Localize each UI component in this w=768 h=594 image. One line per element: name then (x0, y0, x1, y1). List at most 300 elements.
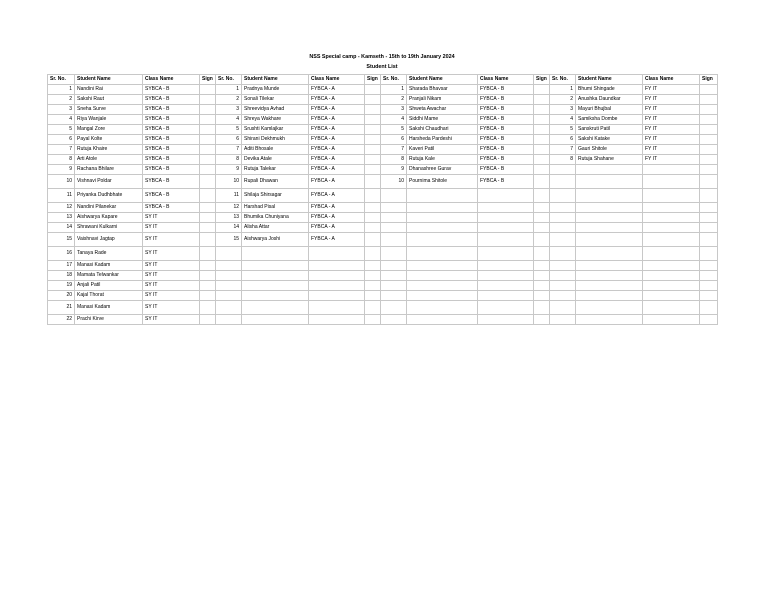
cell-sign[interactable] (200, 95, 216, 105)
cell-sign[interactable] (365, 95, 381, 105)
cell-sign[interactable] (534, 175, 550, 189)
cell-class-name: FYBCA - A (309, 155, 365, 165)
cell-class-name: FYBCA - B (478, 175, 534, 189)
cell-sign[interactable] (700, 247, 718, 261)
cell-sr-no (381, 233, 407, 247)
cell-student-name: Shilaja Shirsagar (242, 189, 309, 203)
cell-sign[interactable] (534, 95, 550, 105)
cell-class-name (478, 247, 534, 261)
table-row (48, 281, 718, 291)
cell-student-name: Nandini Rai (75, 85, 143, 95)
cell-sign[interactable] (200, 175, 216, 189)
table-row (48, 95, 718, 105)
cell-student-name: Priyanka Dudhbhate (75, 189, 143, 203)
cell-sign[interactable] (365, 135, 381, 145)
cell-sr-no (381, 213, 407, 223)
cell-sign[interactable] (365, 189, 381, 203)
cell-class-name: SYBCA - B (143, 175, 200, 189)
cell-sign[interactable] (534, 115, 550, 125)
cell-class-name (309, 301, 365, 315)
cell-sign[interactable] (200, 271, 216, 281)
header-sr-no-1: Sr. No. (48, 75, 75, 85)
cell-sign[interactable] (534, 125, 550, 135)
cell-sr-no: 3 (550, 105, 576, 115)
cell-class-name (478, 315, 534, 325)
cell-student-name: Aditi Bhosale (242, 145, 309, 155)
cell-sign[interactable] (534, 155, 550, 165)
cell-sr-no: 4 (216, 115, 242, 125)
cell-student-name (407, 291, 478, 301)
cell-student-name (576, 261, 643, 271)
header-student-name-3: Student Name (407, 75, 478, 85)
cell-sign[interactable] (534, 135, 550, 145)
cell-class-name: FY IT (643, 155, 700, 165)
cell-sign[interactable] (700, 315, 718, 325)
cell-sign[interactable] (700, 271, 718, 281)
cell-sr-no: 3 (216, 105, 242, 115)
cell-class-name: SYBCA - B (143, 165, 200, 175)
header-sign-2: Sign (365, 75, 381, 85)
cell-sr-no (381, 203, 407, 213)
cell-sr-no: 4 (550, 115, 576, 125)
cell-sign[interactable] (700, 233, 718, 247)
table-row (48, 203, 718, 213)
table-row (48, 125, 718, 135)
cell-class-name: FYBCA - B (478, 115, 534, 125)
cell-sr-no: 3 (48, 105, 75, 115)
cell-class-name: FYBCA - A (309, 95, 365, 105)
cell-sr-no (216, 301, 242, 315)
cell-sign[interactable] (365, 271, 381, 281)
cell-sign[interactable] (365, 203, 381, 213)
cell-sr-no: 6 (216, 135, 242, 145)
header-student-name-4: Student Name (576, 75, 643, 85)
cell-student-name: Mangal Zore (75, 125, 143, 135)
cell-sign[interactable] (700, 95, 718, 105)
cell-class-name: FYBCA - B (478, 85, 534, 95)
cell-sr-no (381, 261, 407, 271)
cell-sr-no (216, 315, 242, 325)
cell-sr-no: 20 (48, 291, 75, 301)
cell-sign[interactable] (534, 189, 550, 203)
cell-sr-no (216, 281, 242, 291)
cell-student-name: Sanskruti Patil (576, 125, 643, 135)
cell-class-name (643, 271, 700, 281)
spreadsheet (47, 52, 717, 345)
cell-student-name (407, 233, 478, 247)
header-student-name-1: Student Name (75, 75, 143, 85)
table-row (48, 223, 718, 233)
cell-sign[interactable] (534, 261, 550, 271)
cell-class-name: FYBCA - B (478, 165, 534, 175)
cell-sr-no: 5 (48, 125, 75, 135)
cell-class-name: SY IT (143, 315, 200, 325)
cell-class-name (478, 271, 534, 281)
cell-student-name: Rachana Bhilare (75, 165, 143, 175)
cell-class-name: FYBCA - B (478, 95, 534, 105)
cell-sign[interactable] (700, 155, 718, 165)
cell-student-name: Sonali Tilekar (242, 95, 309, 105)
cell-class-name: FY IT (643, 145, 700, 155)
cell-student-name (576, 301, 643, 315)
cell-sr-no: 14 (216, 223, 242, 233)
cell-class-name: SYBCA - B (143, 203, 200, 213)
cell-student-name (576, 175, 643, 189)
cell-sign[interactable] (365, 301, 381, 315)
cell-sr-no: 2 (550, 95, 576, 105)
cell-class-name: SYBCA - B (143, 135, 200, 145)
cell-class-name: FYBCA - A (309, 135, 365, 145)
table-row (48, 115, 718, 125)
cell-sign[interactable] (200, 105, 216, 115)
cell-sr-no: 5 (216, 125, 242, 135)
cell-sign[interactable] (700, 175, 718, 189)
cell-student-name (242, 291, 309, 301)
cell-sign[interactable] (365, 165, 381, 175)
cell-sign[interactable] (700, 135, 718, 145)
cell-sign[interactable] (700, 189, 718, 203)
table-row (48, 85, 718, 95)
cell-class-name (309, 281, 365, 291)
cell-student-name: Shreya Wakhare (242, 115, 309, 125)
cell-class-name: SYBCA - B (143, 95, 200, 105)
cell-sign[interactable] (365, 213, 381, 223)
cell-class-name: SY IT (143, 223, 200, 233)
cell-student-name: Alisha Attar (242, 223, 309, 233)
cell-sr-no (216, 291, 242, 301)
cell-student-name (242, 261, 309, 271)
cell-sr-no: 2 (381, 95, 407, 105)
cell-class-name (309, 315, 365, 325)
cell-sign[interactable] (365, 115, 381, 125)
cell-student-name: Prachi Kirve (75, 315, 143, 325)
table-row (48, 105, 718, 115)
cell-sign[interactable] (534, 291, 550, 301)
cell-student-name (576, 291, 643, 301)
cell-student-name: Harshad Pisal (242, 203, 309, 213)
cell-sign[interactable] (365, 223, 381, 233)
cell-class-name (309, 271, 365, 281)
cell-sr-no: 11 (48, 189, 75, 203)
cell-sign[interactable] (534, 165, 550, 175)
table-row (48, 271, 718, 281)
cell-student-name (407, 315, 478, 325)
cell-sign[interactable] (534, 301, 550, 315)
cell-class-name: SYBCA - B (143, 85, 200, 95)
cell-sign[interactable] (200, 203, 216, 213)
cell-sign[interactable] (200, 145, 216, 155)
cell-class-name: SY IT (143, 281, 200, 291)
cell-sign[interactable] (200, 315, 216, 325)
cell-student-name: Devika Atale (242, 155, 309, 165)
table-row (48, 175, 718, 189)
cell-sr-no: 6 (48, 135, 75, 145)
cell-sign[interactable] (365, 261, 381, 271)
cell-class-name: SYBCA - B (143, 145, 200, 155)
cell-sr-no (550, 291, 576, 301)
cell-sr-no: 19 (48, 281, 75, 291)
cell-sign[interactable] (200, 125, 216, 135)
cell-student-name: Rutuja Talekar (242, 165, 309, 175)
cell-sr-no (550, 261, 576, 271)
cell-sr-no: 9 (381, 165, 407, 175)
cell-sign[interactable] (365, 315, 381, 325)
cell-sign[interactable] (700, 301, 718, 315)
cell-sr-no (381, 271, 407, 281)
sheet-title: NSS Special camp - Kamseth - 15th to 19th January 2024 (309, 54, 455, 60)
cell-student-name (242, 301, 309, 315)
cell-class-name (643, 189, 700, 203)
cell-sign[interactable] (365, 281, 381, 291)
cell-sign[interactable] (534, 233, 550, 247)
cell-student-name (407, 271, 478, 281)
cell-class-name: FY IT (643, 125, 700, 135)
cell-class-name: FYBCA - A (309, 233, 365, 247)
cell-sign[interactable] (365, 291, 381, 301)
header-sr-no-3: Sr. No. (381, 75, 407, 85)
cell-sign[interactable] (534, 203, 550, 213)
cell-sr-no: 9 (48, 165, 75, 175)
cell-sign[interactable] (200, 281, 216, 291)
cell-student-name: Riya Wanjale (75, 115, 143, 125)
cell-class-name: FYBCA - B (478, 125, 534, 135)
cell-sr-no (381, 315, 407, 325)
cell-sr-no: 7 (48, 145, 75, 155)
cell-sign[interactable] (534, 105, 550, 115)
cell-class-name: FYBCA - A (309, 213, 365, 223)
cell-class-name: FYBCA - A (309, 145, 365, 155)
cell-class-name (478, 281, 534, 291)
cell-student-name: Manasi Kadam (75, 261, 143, 271)
cell-class-name (643, 261, 700, 271)
cell-sign[interactable] (365, 105, 381, 115)
cell-student-name (407, 301, 478, 315)
cell-sr-no: 17 (48, 261, 75, 271)
cell-sign[interactable] (700, 115, 718, 125)
cell-class-name (643, 291, 700, 301)
cell-class-name (478, 261, 534, 271)
cell-sr-no: 12 (48, 203, 75, 213)
header-sr-no-4: Sr. No. (550, 75, 576, 85)
cell-student-name (576, 247, 643, 261)
cell-sr-no: 5 (550, 125, 576, 135)
cell-class-name: FYBCA - A (309, 85, 365, 95)
cell-sr-no: 1 (216, 85, 242, 95)
cell-student-name: Nandini Pilanekar (75, 203, 143, 213)
cell-sr-no (381, 247, 407, 261)
cell-class-name (478, 203, 534, 213)
cell-sign[interactable] (365, 85, 381, 95)
cell-sr-no: 7 (216, 145, 242, 155)
cell-sign[interactable] (700, 85, 718, 95)
cell-student-name: Payal Kolte (75, 135, 143, 145)
cell-sr-no: 15 (48, 233, 75, 247)
cell-student-name: Bhumika Chuniyana (242, 213, 309, 223)
cell-sign[interactable] (365, 247, 381, 261)
cell-sr-no: 3 (381, 105, 407, 115)
cell-sr-no (550, 247, 576, 261)
cell-class-name: FYBCA - A (309, 115, 365, 125)
cell-sr-no (216, 247, 242, 261)
cell-sign[interactable] (700, 291, 718, 301)
cell-sr-no: 22 (48, 315, 75, 325)
cell-sr-no (550, 213, 576, 223)
cell-sign[interactable] (534, 223, 550, 233)
cell-sr-no: 5 (381, 125, 407, 135)
cell-sr-no (381, 281, 407, 291)
cell-class-name: FYBCA - A (309, 105, 365, 115)
cell-sign[interactable] (200, 301, 216, 315)
cell-sign[interactable] (200, 115, 216, 125)
cell-student-name: Aishwarya Kapare (75, 213, 143, 223)
cell-sign[interactable] (700, 203, 718, 213)
cell-sign[interactable] (200, 165, 216, 175)
cell-class-name: FYBCA - A (309, 223, 365, 233)
cell-sr-no: 13 (48, 213, 75, 223)
cell-student-name: Mayuri Bhujbal (576, 105, 643, 115)
cell-sign[interactable] (534, 213, 550, 223)
cell-student-name (407, 281, 478, 291)
cell-student-name (242, 281, 309, 291)
cell-student-name: Rupali Dhawan (242, 175, 309, 189)
cell-student-name (576, 189, 643, 203)
cell-student-name (576, 233, 643, 247)
cell-student-name: Samiksha Dombe (576, 115, 643, 125)
cell-sign[interactable] (365, 145, 381, 155)
cell-sr-no (216, 271, 242, 281)
cell-class-name (643, 203, 700, 213)
cell-sign[interactable] (200, 233, 216, 247)
cell-sr-no: 1 (550, 85, 576, 95)
cell-class-name (643, 213, 700, 223)
cell-class-name: FY IT (643, 115, 700, 125)
cell-sr-no (550, 281, 576, 291)
cell-class-name (478, 233, 534, 247)
cell-sign[interactable] (200, 213, 216, 223)
cell-class-name: SYBCA - B (143, 105, 200, 115)
cell-sign[interactable] (700, 105, 718, 115)
cell-student-name (576, 203, 643, 213)
cell-student-name: Siddhi Mame (407, 115, 478, 125)
cell-student-name: Sharada Bhavsar (407, 85, 478, 95)
cell-class-name: FY IT (643, 105, 700, 115)
cell-sign[interactable] (534, 315, 550, 325)
cell-sign[interactable] (200, 155, 216, 165)
cell-class-name: FYBCA - B (478, 145, 534, 155)
cell-sign[interactable] (700, 223, 718, 233)
cell-sign[interactable] (200, 189, 216, 203)
cell-student-name: Gauri Shitole (576, 145, 643, 155)
cell-sr-no: 10 (48, 175, 75, 189)
table-row (48, 291, 718, 301)
cell-sr-no: 13 (216, 213, 242, 223)
cell-sign[interactable] (700, 125, 718, 135)
cell-sr-no: 10 (216, 175, 242, 189)
cell-sr-no: 15 (216, 233, 242, 247)
cell-student-name (576, 271, 643, 281)
cell-student-name: Sneha Surve (75, 105, 143, 115)
cell-sign[interactable] (700, 145, 718, 155)
cell-class-name (478, 223, 534, 233)
cell-class-name (643, 223, 700, 233)
cell-student-name: Rutuja Shahane (576, 155, 643, 165)
cell-sr-no: 21 (48, 301, 75, 315)
cell-sign[interactable] (200, 135, 216, 145)
cell-sr-no: 8 (381, 155, 407, 165)
cell-sign[interactable] (700, 281, 718, 291)
cell-class-name: SY IT (143, 261, 200, 271)
cell-student-name: Pournima Shitole (407, 175, 478, 189)
cell-class-name: SYBCA - B (143, 155, 200, 165)
cell-sr-no (550, 189, 576, 203)
cell-sr-no: 8 (550, 155, 576, 165)
cell-sign[interactable] (365, 125, 381, 135)
cell-sign[interactable] (534, 271, 550, 281)
cell-sign[interactable] (200, 291, 216, 301)
cell-sign[interactable] (200, 247, 216, 261)
cell-sign[interactable] (200, 223, 216, 233)
table-row (48, 247, 718, 261)
cell-sign[interactable] (200, 85, 216, 95)
cell-class-name: FY IT (643, 85, 700, 95)
table-row (48, 213, 718, 223)
cell-class-name: SYBCA - B (143, 125, 200, 135)
cell-sign[interactable] (534, 247, 550, 261)
cell-student-name (576, 315, 643, 325)
cell-sr-no (550, 315, 576, 325)
cell-student-name: Shirani Dekhmukh (242, 135, 309, 145)
cell-student-name: Pranjali Nikam (407, 95, 478, 105)
cell-sign[interactable] (200, 261, 216, 271)
header-class-name-4: Class Name (643, 75, 700, 85)
header-class-name-1: Class Name (143, 75, 200, 85)
cell-student-name: Sakshi Chaudhari (407, 125, 478, 135)
cell-sign[interactable] (700, 165, 718, 175)
cell-student-name: Rutuja Kale (407, 155, 478, 165)
cell-class-name: SY IT (143, 233, 200, 247)
cell-student-name: Mamata Telwankar (75, 271, 143, 281)
cell-class-name (478, 291, 534, 301)
cell-sr-no: 18 (48, 271, 75, 281)
cell-class-name (478, 189, 534, 203)
cell-sign[interactable] (700, 213, 718, 223)
cell-sr-no: 2 (48, 95, 75, 105)
cell-sign[interactable] (534, 145, 550, 155)
cell-sr-no: 12 (216, 203, 242, 213)
cell-sign[interactable] (534, 85, 550, 95)
cell-sr-no: 8 (48, 155, 75, 165)
cell-sr-no: 1 (48, 85, 75, 95)
cell-sign[interactable] (365, 155, 381, 165)
cell-sr-no (550, 203, 576, 213)
cell-sign[interactable] (365, 233, 381, 247)
cell-class-name (478, 301, 534, 315)
cell-sign[interactable] (700, 261, 718, 271)
cell-class-name: FY IT (643, 95, 700, 105)
cell-sr-no (550, 233, 576, 247)
cell-sign[interactable] (534, 281, 550, 291)
cell-sign[interactable] (365, 175, 381, 189)
cell-class-name: SYBCA - B (143, 115, 200, 125)
header-class-name-3: Class Name (478, 75, 534, 85)
cell-student-name: Harsheda Pardeshi (407, 135, 478, 145)
cell-student-name (407, 247, 478, 261)
cell-student-name (576, 223, 643, 233)
cell-class-name (643, 175, 700, 189)
column-header-row (48, 75, 718, 85)
cell-class-name: SY IT (143, 213, 200, 223)
table-row (48, 301, 718, 315)
